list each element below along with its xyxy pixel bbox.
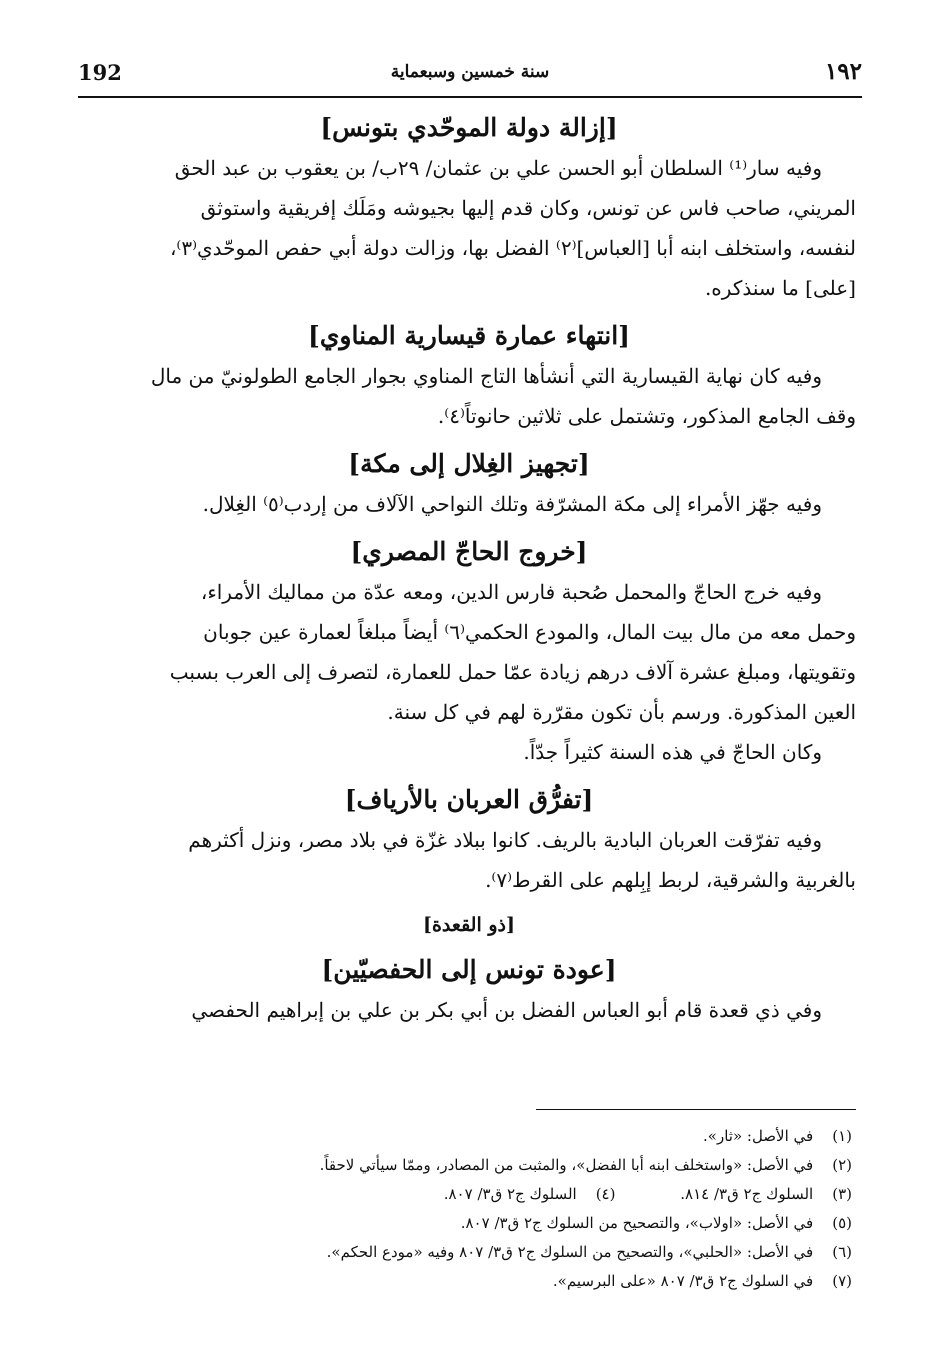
- text-line: وفيه جهّز الأمراء إلى مكة المشرّفة وتلك النواحي الآلاف من إردب⁽٥⁾ الغِلال.: [202, 492, 822, 516]
- footnote-text: في السلوك ج٢ ق٣/ ٨٠٧ «على البرسيم».: [552, 1272, 814, 1290]
- section-title-6: [عودة تونس إلى الحفصيّين]: [321, 955, 617, 984]
- footnote-item: [90, 1209, 852, 1238]
- text-line: لنفسه، واستخلف ابنه أبا [العباس]⁽٢⁾ الفضل بها، وزالت دولة أبي حفص الموحّدي⁽٣⁾،: [169, 236, 856, 260]
- section-paragraph-5: [82, 820, 856, 900]
- footnote-text: في الأصل: «واستخلف ابنه أبا الفضل»، والمثبت من المصادر، وممّا سيأتي لاحقاً.: [319, 1156, 814, 1174]
- footnote-number: (٤): [595, 1185, 616, 1203]
- footnote-text: السلوك ج٢ ق٣/ ٨٠٧.: [443, 1185, 577, 1203]
- section-title-5: [تفرُّق العربان بالأرياف]: [344, 785, 594, 814]
- text-line: وفيه خرج الحاجّ والمحمل صُحبة فارس الدين، ومعه عدّة من مماليك الأمراء،: [200, 580, 822, 604]
- section-title-2: [انتهاء عمارة قيسارية المناوي]: [308, 321, 630, 350]
- section-title-1: [إزالة دولة الموحّدي بتونس]: [320, 113, 618, 142]
- text-line: [على] ما سنذكره.: [704, 276, 856, 300]
- section-paragraph-3: [82, 484, 856, 524]
- footnote-number: (٢): [832, 1156, 852, 1174]
- page-body: [82, 108, 856, 1030]
- footnote-text: في الأصل: «ثار».: [703, 1127, 814, 1145]
- footnote-text: في الأصل: «الحلبي»، والتصحيح من السلوك ج٢ ق٣/ ٨٠٧ وفيه «مودع الحكم».: [326, 1243, 814, 1261]
- footnote-text: في الأصل: «اولاب»، والتصحيح من السلوك ج٢ ق٣/ ٨٠٧.: [460, 1214, 814, 1232]
- footnote-item: [90, 1151, 852, 1180]
- section-title-4: [خروج الحاجّ المصري]: [350, 537, 588, 566]
- footnote-number: (٧): [832, 1272, 852, 1290]
- text-line: وفيه تفرّقت العربان البادية بالريف. كانوا ببلاد غزّة في بلاد مصر، ونزل أكثرهم: [188, 828, 822, 852]
- text-line: العين المذكورة. ورسم بأن تكون مقرّرة لهم في كل سنة.: [387, 700, 856, 724]
- running-title: سنة خمسين وسبعماية: [390, 62, 550, 82]
- page-header: [78, 56, 862, 98]
- footnote-item: [90, 1267, 852, 1296]
- page-number-arabic: ١٩٢: [824, 58, 862, 85]
- footnote-number: (١): [832, 1127, 852, 1145]
- text-line: وفي ذي قعدة قام أبو العباس الفضل بن أبي بكر بن علي بن إبراهيم الحفصي: [191, 998, 822, 1022]
- footnote-item: [90, 1180, 852, 1209]
- text-line: بالغربية والشرقية، لربط إبِلهم على القرط⁽٧⁾.: [485, 868, 856, 892]
- month-heading: [ذو القعدة]: [422, 914, 515, 936]
- section-title-3: [تجهيز الغِلال إلى مكة]: [348, 449, 590, 478]
- page-number-latin: 192: [78, 60, 122, 85]
- footnote-text: السلوك ج٢ ق٣/ ٨١٤.: [680, 1185, 814, 1203]
- text-line: وتقويتها، ومبلغ عشرة آلاف درهم زيادة عمّا حمل للعمارة، لتصرف إلى العرب بسبب: [169, 660, 856, 684]
- text-line: وكان الحاجّ في هذه السنة كثيراً جدّاً.: [523, 740, 822, 764]
- footnote-divider: [536, 1109, 856, 1110]
- section-paragraph-4: [82, 572, 856, 772]
- footnote-number: (٥): [832, 1214, 852, 1232]
- footnote-item: [90, 1122, 852, 1151]
- section-paragraph-6: [82, 990, 856, 1030]
- section-paragraph-1: [82, 148, 856, 308]
- footnote-number: (٦): [832, 1243, 852, 1261]
- footnote-item: [90, 1238, 852, 1267]
- text-line: المريني، صاحب فاس عن تونس، وكان قدم إليها بجيوشه ومَلَك إفريقية واستوثق: [200, 196, 856, 220]
- text-line: وفيه سار⁽¹⁾ السلطان أبو الحسن علي بن عثمان/ ٢٩ب/ بن يعقوب بن عبد الحق: [174, 156, 822, 180]
- footnote-number: (٣): [832, 1185, 852, 1203]
- section-paragraph-2: [82, 356, 856, 436]
- text-line: وحمل معه من مال بيت المال، والمودع الحكمي⁽٦⁾ أيضاً مبلغاً لعمارة عين جوبان: [203, 620, 856, 644]
- text-line: وفيه كان نهاية القيسارية التي أنشأها التاج المناوي بجوار الجامع الطولونيّ من مال: [150, 364, 822, 388]
- text-line: وقف الجامع المذكور، وتشتمل على ثلاثين حانوتاً⁽٤⁾.: [437, 404, 856, 428]
- footnotes: [90, 1122, 852, 1296]
